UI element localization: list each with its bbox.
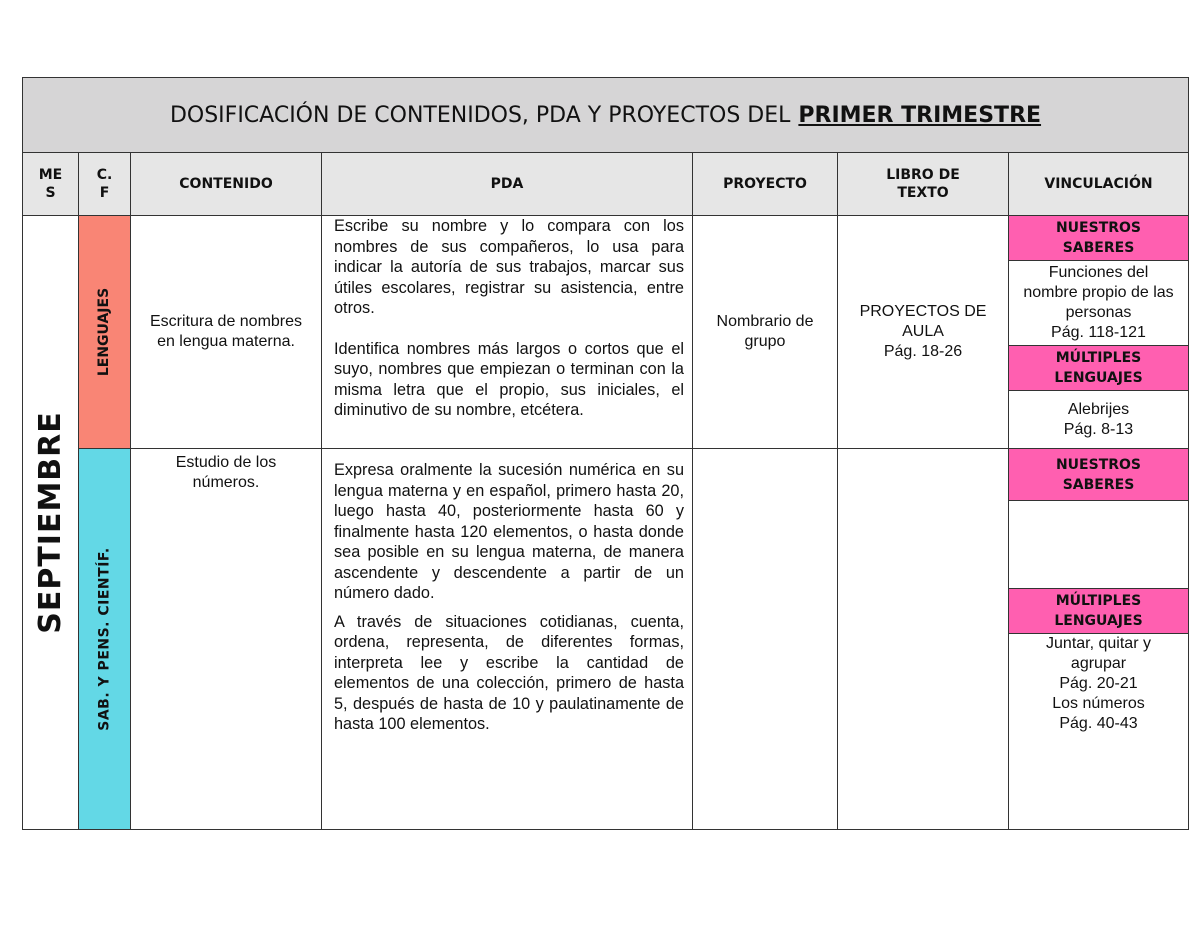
vinculacion-line: Los números bbox=[1052, 695, 1145, 712]
month-label: SEPTIEMBRE bbox=[33, 411, 68, 634]
vinculacion-label: NUESTROS SABERES bbox=[1008, 215, 1189, 261]
vinculacion-cell bbox=[1008, 215, 1189, 449]
vinculacion-text bbox=[1008, 633, 1189, 830]
pda-paragraph: Expresa oralmente la sucesión numérica en su lengua materna y en español, primero hasta 20, luego hasta 40, posteriormente hasta 60 y finalmente hasta 120 elementos, o hasta donde sea posible en su lengua materna, de manera ascendente y descendente a partir de un número dado. bbox=[334, 461, 684, 602]
libro-cell bbox=[837, 448, 1009, 830]
vinculacion-line: Pág. 40-43 bbox=[1059, 715, 1138, 732]
vinculacion-label: NUESTROS SABERES bbox=[1008, 448, 1189, 501]
vinculacion-cell bbox=[1008, 448, 1189, 830]
libro-pages: Pág. 18-26 bbox=[883, 343, 963, 360]
pda-paragraph: Escribe su nombre y lo compara con los nombres de sus compañeros, lo usa para indicar la autoría de sus trabajos, marcar sus útiles escolares, registrar su asistencia, entre otros. bbox=[334, 217, 684, 317]
vinculacion-text bbox=[1008, 390, 1189, 449]
contenido-text: Estudio de los números. bbox=[175, 454, 277, 491]
vinculacion-text bbox=[1008, 500, 1189, 589]
header-contenido: CONTENIDO bbox=[130, 152, 322, 216]
vinculacion-line: Alebrijes bbox=[1067, 400, 1130, 418]
pda-cell bbox=[321, 215, 693, 449]
month-cell bbox=[22, 215, 79, 830]
header-mes: ME S bbox=[22, 152, 79, 216]
header-vinculacion: VINCULACIÓN bbox=[1008, 152, 1189, 216]
vinculacion-text bbox=[1008, 260, 1189, 346]
contenido-cell bbox=[130, 448, 322, 830]
vinculacion-line: Pág. 8-13 bbox=[1063, 420, 1134, 438]
header-libro: LIBRO DE TEXTO bbox=[837, 152, 1009, 216]
vinculacion-line: Pág. 20-21 bbox=[1059, 675, 1138, 692]
header-proyecto: PROYECTO bbox=[692, 152, 838, 216]
pda-paragraph: Identifica nombres más largos o cortos que el suyo, nombres que empiezan o terminan con la misma letra que el propio, sus iniciales, el diminutivo de su nombre, etcétera. bbox=[334, 339, 684, 419]
proyecto-cell bbox=[692, 448, 838, 830]
contenido-cell bbox=[130, 215, 322, 449]
vinculacion-label: MÚLTIPLES LENGUAJES bbox=[1008, 345, 1189, 391]
campo-label: SAB. Y PENS. CIENTÍF. bbox=[96, 547, 113, 731]
proyecto-text: Nombrario de grupo bbox=[716, 313, 814, 350]
header-pda: PDA bbox=[321, 152, 693, 216]
vinculacion-line: Pág. 118-121 bbox=[1051, 324, 1146, 341]
pda-paragraph: A través de situaciones cotidianas, cuenta, ordena, representa, de diferentes formas, interpreta lee y escribe la cantidad de elementos de una colección, primero de hasta 5, después de hasta de 10 y paulatinamente de hasta 100 elementos. bbox=[334, 612, 684, 733]
pda-cell bbox=[321, 448, 693, 830]
campo-lenguajes bbox=[78, 215, 131, 449]
title-text: DOSIFICACIÓN DE CONTENIDOS, PDA Y PROYECTOS DEL bbox=[169, 102, 791, 128]
vinculacion-label: MÚLTIPLES LENGUAJES bbox=[1008, 588, 1189, 634]
vinculacion-line: Juntar, quitar y agrupar bbox=[1046, 635, 1151, 672]
campo-saberes bbox=[78, 448, 131, 830]
vinculacion-line: Funciones del nombre propio de las personas bbox=[1023, 264, 1174, 321]
libro-cell bbox=[837, 215, 1009, 449]
title-emphasis: PRIMER TRIMESTRE bbox=[798, 102, 1042, 128]
libro-text: PROYECTOS DE AULA bbox=[859, 303, 987, 340]
document-title bbox=[22, 77, 1189, 153]
header-cf: C. F bbox=[78, 152, 131, 216]
proyecto-cell bbox=[692, 215, 838, 449]
campo-label: LENGUAJES bbox=[96, 287, 113, 377]
contenido-text: Escritura de nombres en lengua materna. bbox=[149, 313, 303, 350]
